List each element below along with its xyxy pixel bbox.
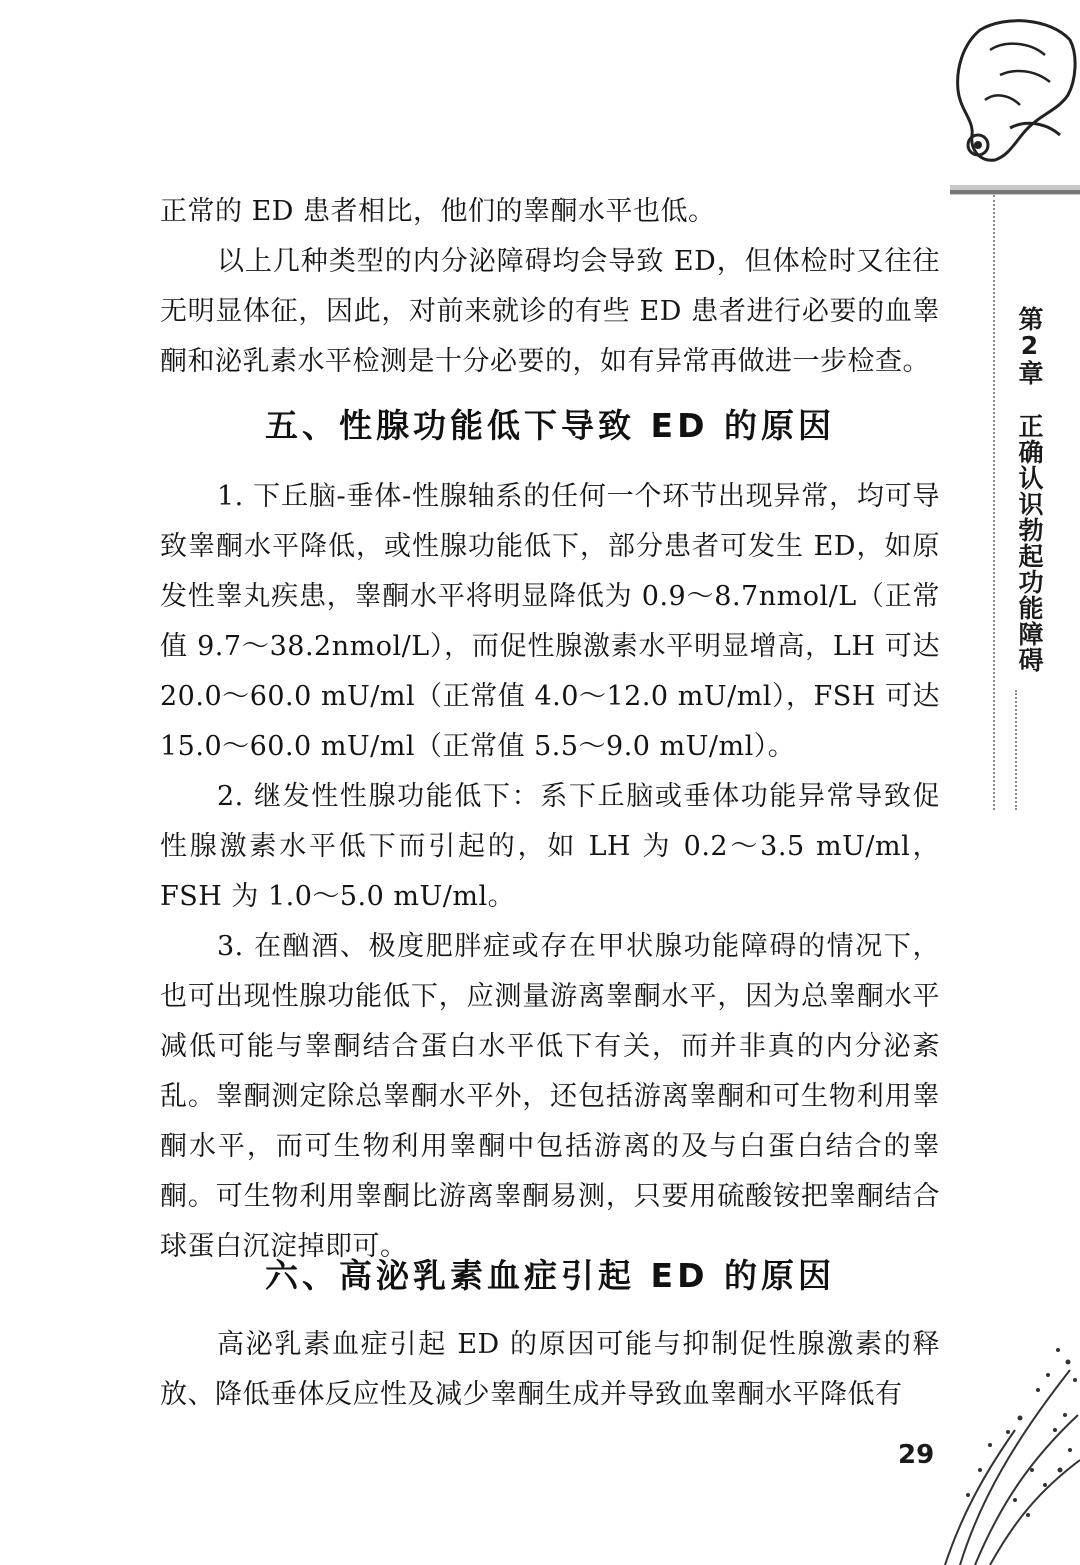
body-text-section-6: [160, 1320, 940, 1420]
chapter-illustration-icon: [950, 10, 1080, 195]
chapter-title: 正确认识勃起功能障碍: [1015, 413, 1044, 673]
margin-rule: [993, 195, 995, 810]
margin-rule-secondary: [1015, 690, 1017, 810]
paragraph: 高泌乳素血症引起 ED 的原因可能与抑制促性腺激素的释放、降低垂体反应性及减少睾酮生成并导致血睾酮水平降低有: [160, 1329, 940, 1410]
paragraph: 1. 下丘脑-垂体-性腺轴系的任何一个环节出现异常，均可导致睾酮水平降低，或性腺功能低下，部分患者可发生 ED，如原发性睾丸疾患，睾酮水平将明显降低为 0.9～8.7nmol/L（正常值 9.7～38.2nmol/L），而促性腺激素水平明显增高，LH 可达 20.0～60.0 mU/ml（正常值 4.0～12.0 mU/ml），FSH 可达 15.0～60.0 mU/ml（正常值 5.5～9.0 mU/ml）。: [160, 481, 940, 762]
paragraph: 3. 在酗酒、极度肥胖症或存在甲状腺功能障碍的情况下，也可出现性腺功能低下，应测量游离睾酮水平，因为总睾酮水平减低可能与睾酮结合蛋白水平低下有关，而并非真的内分泌紊乱。睾酮测定除总睾酮水平外，还包括游离睾酮和可生物利用睾酮水平，而可生物利用睾酮中包括游离的及与白蛋白结合的睾酮。可生物利用睾酮比游离睾酮易测，只要用硫酸铵把睾酮结合球蛋白沉淀掉即可。: [160, 931, 940, 1262]
paragraph: 以上几种类型的内分泌障碍均会导致 ED，但体检时又往往无明显体征，因此，对前来就诊的有些 ED 患者进行必要的血睾酮和泌乳素水平检测是十分必要的，如有异常再做进一步检查。: [160, 246, 940, 377]
section-heading-5: 五、性腺功能低下导致 ED 的原因: [265, 406, 835, 445]
chapter-number: 第2章: [1015, 305, 1044, 385]
paragraph: 2. 继发性性腺功能低下：系下丘脑或垂体功能异常导致促性腺激素水平低下而引起的，如 LH 为 0.2～3.5 mU/ml，FSH 为 1.0～5.0 mU/ml。: [160, 781, 940, 912]
decorative-plant-icon: [920, 1320, 1080, 1565]
page-number: 29: [898, 1440, 935, 1470]
section-heading-6: 六、高泌乳素血症引起 ED 的原因: [265, 1256, 835, 1295]
paragraph-continued: 正常的 ED 患者相比，他们的睾酮水平也低。: [160, 196, 716, 227]
body-text-section-5: [160, 472, 940, 1272]
chapter-side-label: [1004, 305, 1054, 673]
body-text-top: [160, 187, 940, 387]
